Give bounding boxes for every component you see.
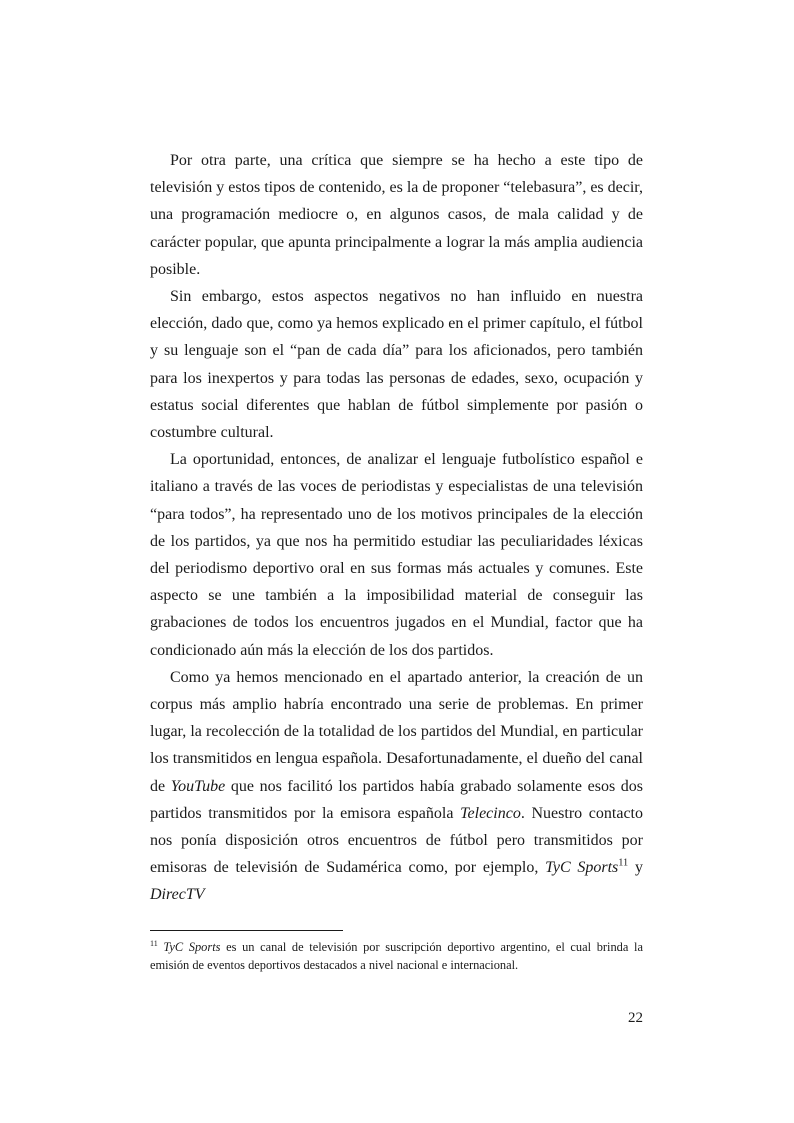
text-run: Como ya hemos mencionado en el apartado anterior, la creación de un corpus más amplio habría encontrado una serie de problemas. En primer lugar, la recolección de la totalidad de los partidos del Mundial, en particular los transmitidos en lengua española. Desafortunadamente, el dueño del canal de (150, 668, 643, 795)
italic-text: TyC Sports (545, 859, 619, 877)
text-run: Por otra parte, una crítica que siempre se ha hecho a este tipo de televisión y estos tipos de contenido, es la de proponer “telebasura”, es decir, una programación mediocre o, en algunos casos, de mala calidad y de carácter popular, que apunta principalmente a lograr la más amplia audiencia posible. (150, 152, 643, 278)
footnote-11 (150, 938, 643, 974)
text-run: Sin embargo, estos aspectos negativos no han influido en nuestra elección, dado que, como ya hemos explicado en el primer capítulo, el fútbol y su lenguaje son el “pan de cada día” para los aficionados, pero también para los inexpertos y para todas las personas de edades, sexo, ocupación y estatus social diferentes que hablan de fútbol simplemente por pasión o costumbre cultural. (150, 288, 643, 442)
text-run: . Nuestro contacto nos ponía disposición otros encuentros de fútbol pero transmitidos por emisoras de televisión de Sudamérica como, por ejemplo, (150, 804, 643, 877)
page-number: 22 (628, 1010, 643, 1026)
body-paragraph (150, 283, 643, 446)
footnote-reference: 11 (150, 938, 158, 948)
text-run: y (628, 859, 644, 877)
italic-text: TyC Sports (163, 940, 221, 954)
italic-text: YouTube (170, 777, 226, 795)
text-run: es un canal de televisión por suscripción deportivo argentino, el cual brinda la emisión de eventos deportivos destacados a nivel nacional e internacional. (150, 940, 643, 972)
body-paragraph (150, 446, 643, 664)
italic-text: Telecinco (460, 804, 521, 822)
body-text (150, 147, 643, 909)
text-run: que nos facilitó los partidos había grabado solamente esos dos partidos transmitidos por la emisora española (150, 777, 644, 822)
body-paragraph (150, 147, 643, 283)
body-paragraph (150, 664, 643, 909)
text-run: La oportunidad, entonces, de analizar el lenguaje futbolístico español e italiano a través de las voces de periodistas y especialistas de una televisión “para todos”, ha representado uno de los motivos principales de la elección de los partidos, ya que nos ha permitido estudiar las peculiaridades léxicas del periodismo deportivo oral en sus formas más actuales y comunes. Este aspecto se une también a la imposibilidad material de conseguir las grabaciones de todos los encuentros jugados en el Mundial, factor que ha condicionado aún más la elección de los dos partidos. (150, 451, 643, 659)
footnote-reference: 11 (618, 857, 629, 869)
italic-text: DirecTV (150, 886, 205, 904)
footnote-separator (150, 930, 343, 931)
